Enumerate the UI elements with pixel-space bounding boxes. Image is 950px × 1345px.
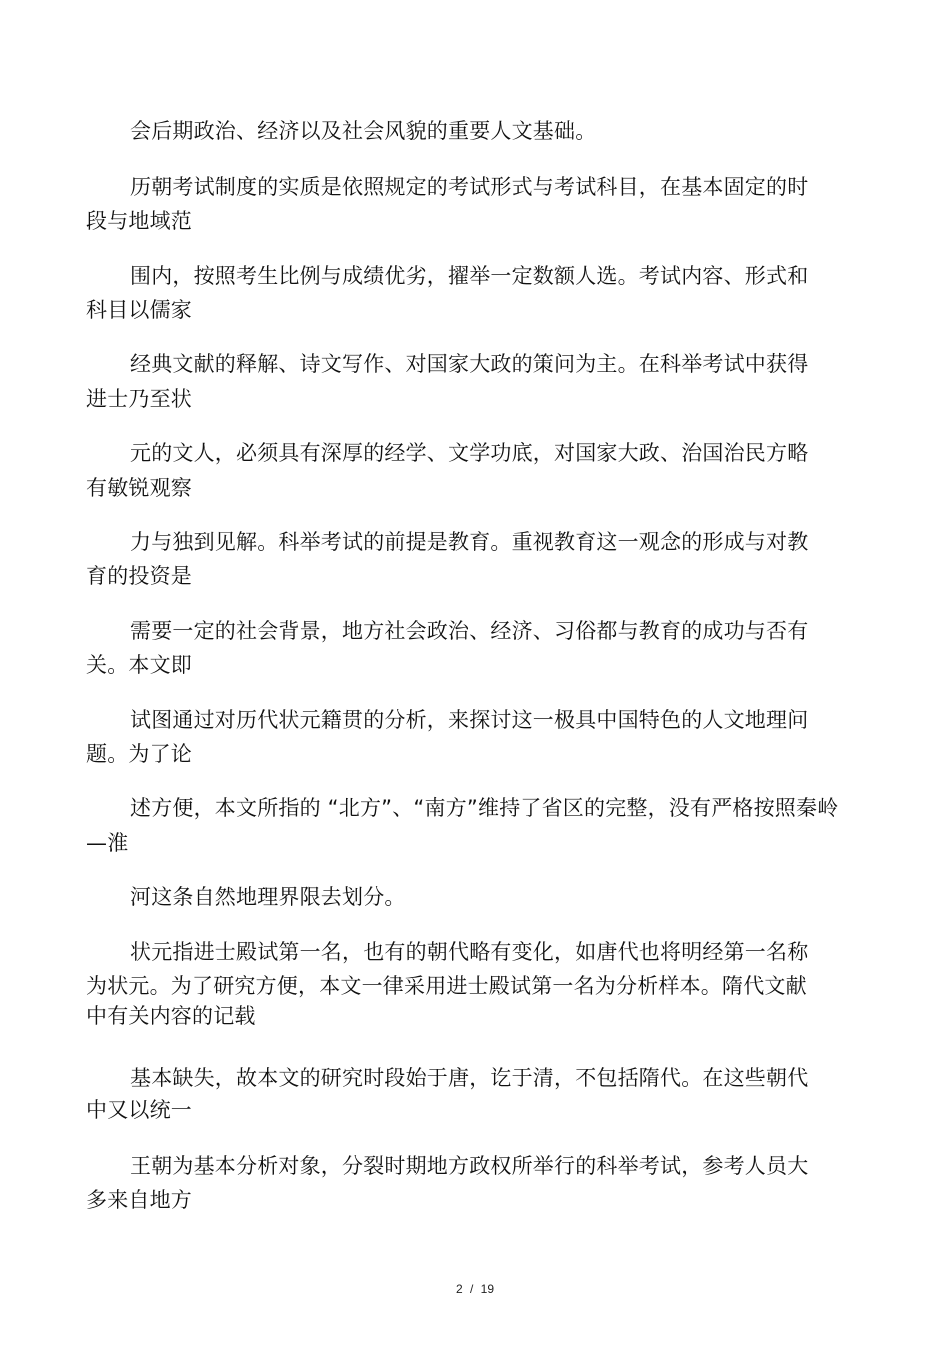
text-line: 元的文人，必须具有深厚的经学、文学功底，对国家大政、治国治民方略 <box>130 441 809 465</box>
text-line: 状元指进士殿试第一名，也有的朝代略有变化，如唐代也将明经第一名称 <box>130 940 809 964</box>
text-line: 多来自地方 <box>86 1188 192 1212</box>
text-line: 题。为了论 <box>86 742 192 766</box>
text-line: 中又以统一 <box>86 1098 192 1122</box>
text-line: 为状元。为了研究方便，本文一律采用进士殿试第一名为分析样本。隋代文献 <box>86 974 807 998</box>
text-line: 经典文献的释解、诗文写作、对国家大政的策问为主。在科举考试中获得 <box>130 352 809 376</box>
text-line: —淮 <box>86 831 129 855</box>
text-line: 科目以儒家 <box>86 298 192 322</box>
text-line: 有敏锐观察 <box>86 476 192 500</box>
text-line: 关。本文即 <box>86 653 192 677</box>
text-line: 需要一定的社会背景，地方社会政治、经济、习俗都与教育的成功与否有 <box>130 619 809 643</box>
text-line: 会后期政治、经济以及社会风貌的重要人文基础。 <box>130 119 597 143</box>
text-line: 河这条自然地理界限去划分。 <box>130 885 406 909</box>
text-line: 基本缺失，故本文的研究时段始于唐，讫于清，不包括隋代。在这些朝代 <box>130 1066 809 1090</box>
text-line: 王朝为基本分析对象，分裂时期地方政权所举行的科举考试，参考人员大 <box>130 1154 809 1178</box>
page-number: 2 / 19 <box>455 1282 495 1296</box>
text-line: 进士乃至状 <box>86 387 192 411</box>
text-line: 中有关内容的记载 <box>86 1004 256 1028</box>
text-line: 围内，按照考生比例与成绩优劣，擢举一定数额人选。考试内容、形式和 <box>130 264 809 288</box>
text-line: 述方便，本文所指的 “北方”、“南方”维持了省区的完整，没有严格按照秦岭 <box>130 796 839 820</box>
text-line: 力与独到见解。科举考试的前提是教育。重视教育这一观念的形成与对教 <box>130 530 809 554</box>
text-line: 试图通过对历代状元籍贯的分析，来探讨这一极具中国特色的人文地理问 <box>130 708 809 732</box>
text-line: 历朝考试制度的实质是依照规定的考试形式与考试科目，在基本固定的时 <box>130 175 809 199</box>
text-line: 育的投资是 <box>86 564 192 588</box>
text-line: 段与地域范 <box>86 209 192 233</box>
